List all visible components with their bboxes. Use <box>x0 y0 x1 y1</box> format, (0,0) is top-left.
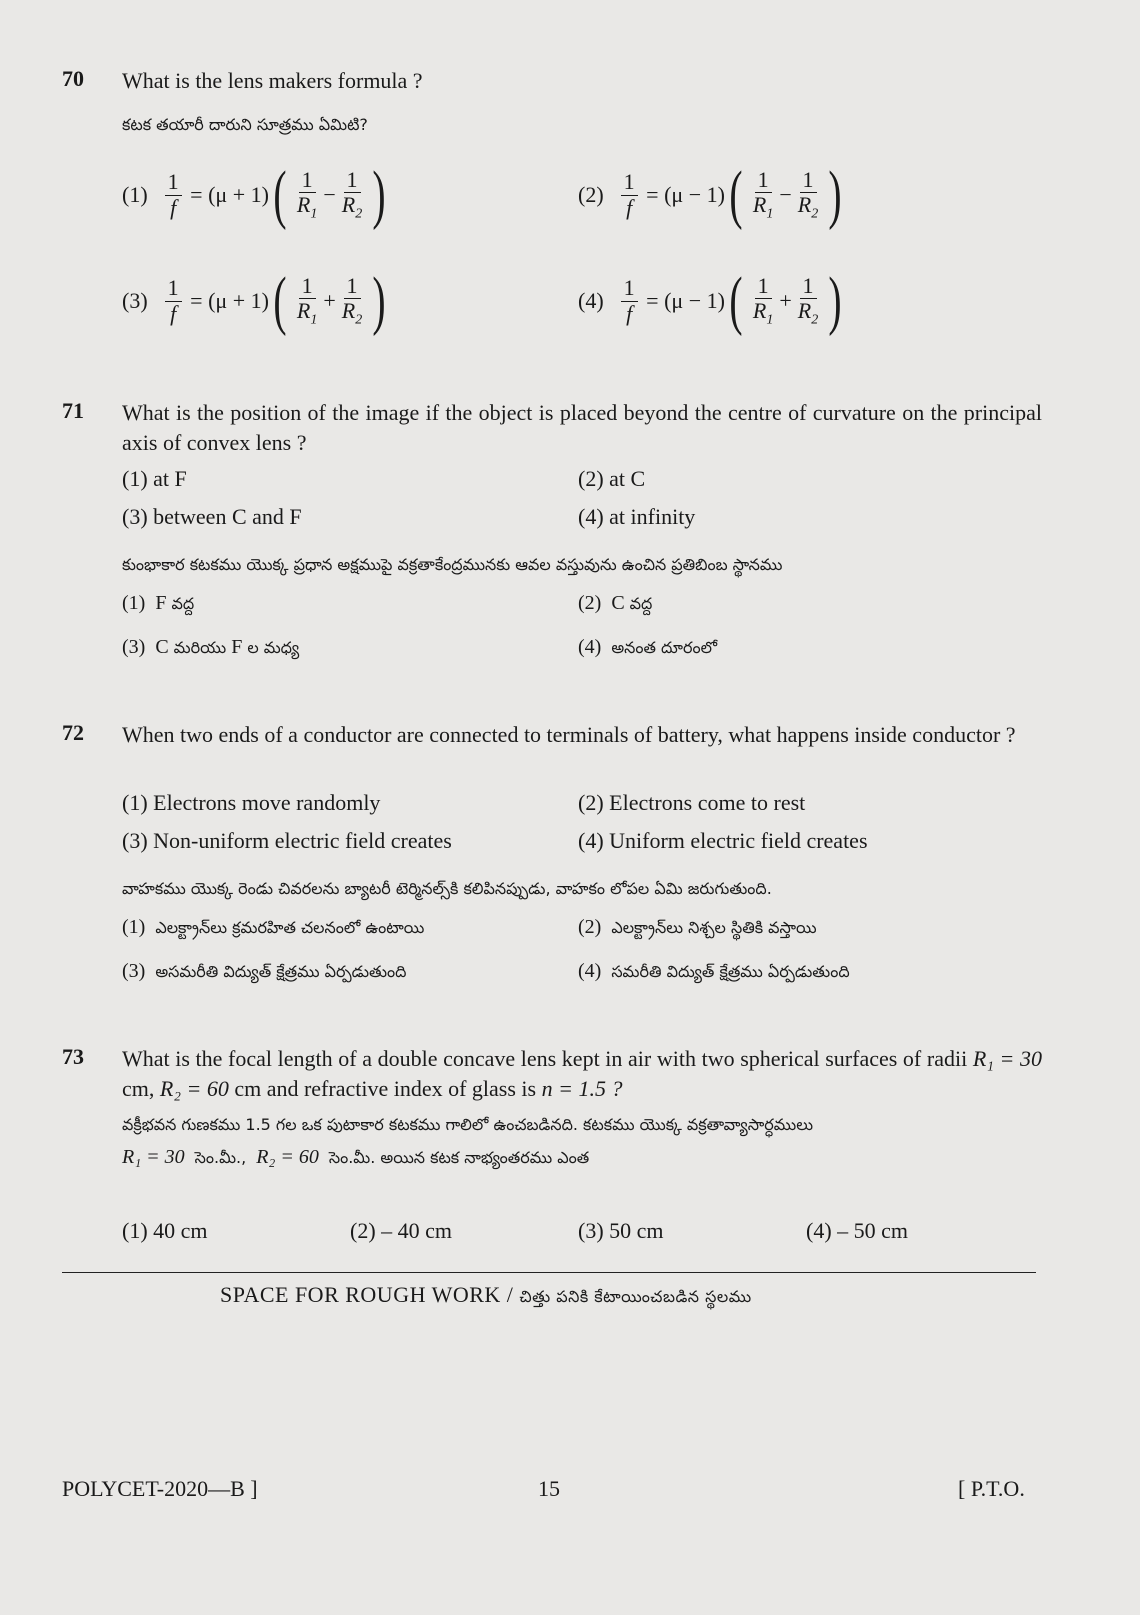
option-te-4: (4) అనంత దూరంలో <box>578 636 718 658</box>
option-te-1: (1) F వద్ద <box>122 592 195 614</box>
option-4: (4) Uniform electric field creates <box>578 828 868 853</box>
option-te-4: (4) సమరీతి విద్యుత్ క్షేత్రము ఏర్పడుతుంది <box>578 960 850 982</box>
question-number: 72 <box>62 720 84 745</box>
option-4: (4) at infinity <box>578 504 696 529</box>
formula-option-3: (3) $\frac{1}{f}$ = (μ + 1) ( $\frac{1}{R_1}$ + $\frac{1}{R_2}$ ) <box>122 264 386 337</box>
term-r2: $\frac{1}{R_2}$ <box>341 273 363 328</box>
footer-exam-code: POLYCET-2020—B ] <box>62 1476 258 1501</box>
sign: − <box>688 182 702 207</box>
question-text-te-2: R₁ = 30 సెం.మీ., R₂ = 60 సెం.మీ. అయిన కటక నాభ్యంతరము ఎంత <box>122 1146 590 1168</box>
option-4: (4) – 50 cm <box>806 1218 909 1243</box>
footer-pto: [ P.T.O. <box>958 1476 1025 1501</box>
option-te-2: (2) ఎలక్ట్రాన్‌లు నిశ్చల స్థితికి వస్తాయి <box>578 916 817 938</box>
question-text-te: కుంభాకార కటకము యొక్క ప్రధాన అక్షముపై వక్రతాకేంద్రమునకు ఆవల వస్తువును ఉంచిన ప్రతిబింబ స్థానము <box>122 555 783 574</box>
lhs-fraction: $\frac{1}{f}$ <box>621 170 638 219</box>
option-label: (1) <box>122 182 148 207</box>
option-te-2: (2) C వద్ద <box>578 592 653 614</box>
term-r2: $\frac{1}{R_2}$ <box>797 273 819 328</box>
option-label: (3) <box>122 288 148 313</box>
question-number: 70 <box>62 66 84 91</box>
option-label: (4) <box>578 288 604 313</box>
question-text-en: When two ends of a conductor are connected to terminals of battery, what happens inside conductor ? <box>122 722 1016 747</box>
option-1: (1) 40 cm <box>122 1218 208 1243</box>
option-te-1: (1) ఎలక్ట్రాన్‌లు క్రమరహిత చలనంలో ఉంటాయి <box>122 916 425 938</box>
option-3: (3) 50 cm <box>578 1218 664 1243</box>
lhs-fraction: $\frac{1}{f}$ <box>165 170 182 219</box>
question-number: 71 <box>62 398 84 423</box>
term-r1: $\frac{1}{R_1}$ <box>296 273 318 328</box>
term-r1: $\frac{1}{R_1}$ <box>296 167 318 222</box>
term-r1: $\frac{1}{R_1}$ <box>752 273 774 328</box>
option-te-3: (3) అసమరీతి విద్యుత్ క్షేత్రము ఏర్పడుతుంది <box>122 960 407 982</box>
option-3: (3) Non-uniform electric field creates <box>122 828 452 853</box>
term-r2: $\frac{1}{R_2}$ <box>797 167 819 222</box>
option-3: (3) between C and F <box>122 504 302 529</box>
divider <box>62 1272 1036 1273</box>
footer-page-number: 15 <box>538 1476 560 1501</box>
lhs-fraction: $\frac{1}{f}$ <box>165 276 182 325</box>
formula-option-2: (2) $\frac{1}{f}$ = (μ − 1) ( $\frac{1}{R_1}$ − $\frac{1}{R_2}$ ) <box>578 158 842 231</box>
operator: − <box>323 182 336 207</box>
question-number: 73 <box>62 1044 84 1069</box>
sign: − <box>688 288 702 313</box>
term-r2: $\frac{1}{R_2}$ <box>341 167 363 222</box>
operator: − <box>779 182 792 207</box>
option-1: (1) Electrons move randomly <box>122 790 381 815</box>
option-2: (2) – 40 cm <box>350 1218 453 1243</box>
question-text-en: What is the position of the image if the object is placed beyond the centre of curvature on the principal axis of convex lens ? <box>122 400 1042 455</box>
sign: + <box>232 288 246 313</box>
question-text-te: వాహకము యొక్క రెండు చివరలను బ్యాటరీ టెర్మినల్స్‌కి కలిపినప్పుడు, వాహకం లోపల ఏమి జరుగుతుంది. <box>122 879 772 898</box>
operator: + <box>779 288 792 313</box>
option-1: (1) at F <box>122 466 187 491</box>
question-text-te: కటక తయారీ దారుని సూత్రము ఏమిటి? <box>122 115 368 134</box>
question-text-en: What is the lens makers formula ? <box>122 68 423 93</box>
question-text-en: What is the focal length of a double concave lens kept in air with two spherical surfaces of radii R₁ = 30 cm, R₂ = 60 cm and refractive index of glass is n = 1.5 ? <box>122 1046 1043 1101</box>
option-te-3: (3) C మరియు F ల మధ్య <box>122 636 300 658</box>
lhs-fraction: $\frac{1}{f}$ <box>621 276 638 325</box>
question-text-te: వక్రీభవన గుణకము 1.5 గల ఒక పుటాకార కటకము గాలిలో ఉంచబడినది. కటకము యొక్క వక్రతావ్యాసార్ధములు <box>122 1115 814 1134</box>
formula-option-1: (1) $\frac{1}{f}$ = (μ + 1) ( $\frac{1}{R_1}$ − $\frac{1}{R_2}$ ) <box>122 158 386 231</box>
formula-option-4: (4) $\frac{1}{f}$ = (μ − 1) ( $\frac{1}{R_1}$ + $\frac{1}{R_2}$ ) <box>578 264 842 337</box>
sign: + <box>232 182 246 207</box>
option-2: (2) at C <box>578 466 646 491</box>
option-2: (2) Electrons come to rest <box>578 790 806 815</box>
operator: + <box>323 288 336 313</box>
rough-work-label: SPACE FOR ROUGH WORK / చిత్తు పనికి కేటాయించబడిన స్థలము <box>220 1282 752 1307</box>
option-label: (2) <box>578 182 604 207</box>
term-r1: $\frac{1}{R_1}$ <box>752 167 774 222</box>
